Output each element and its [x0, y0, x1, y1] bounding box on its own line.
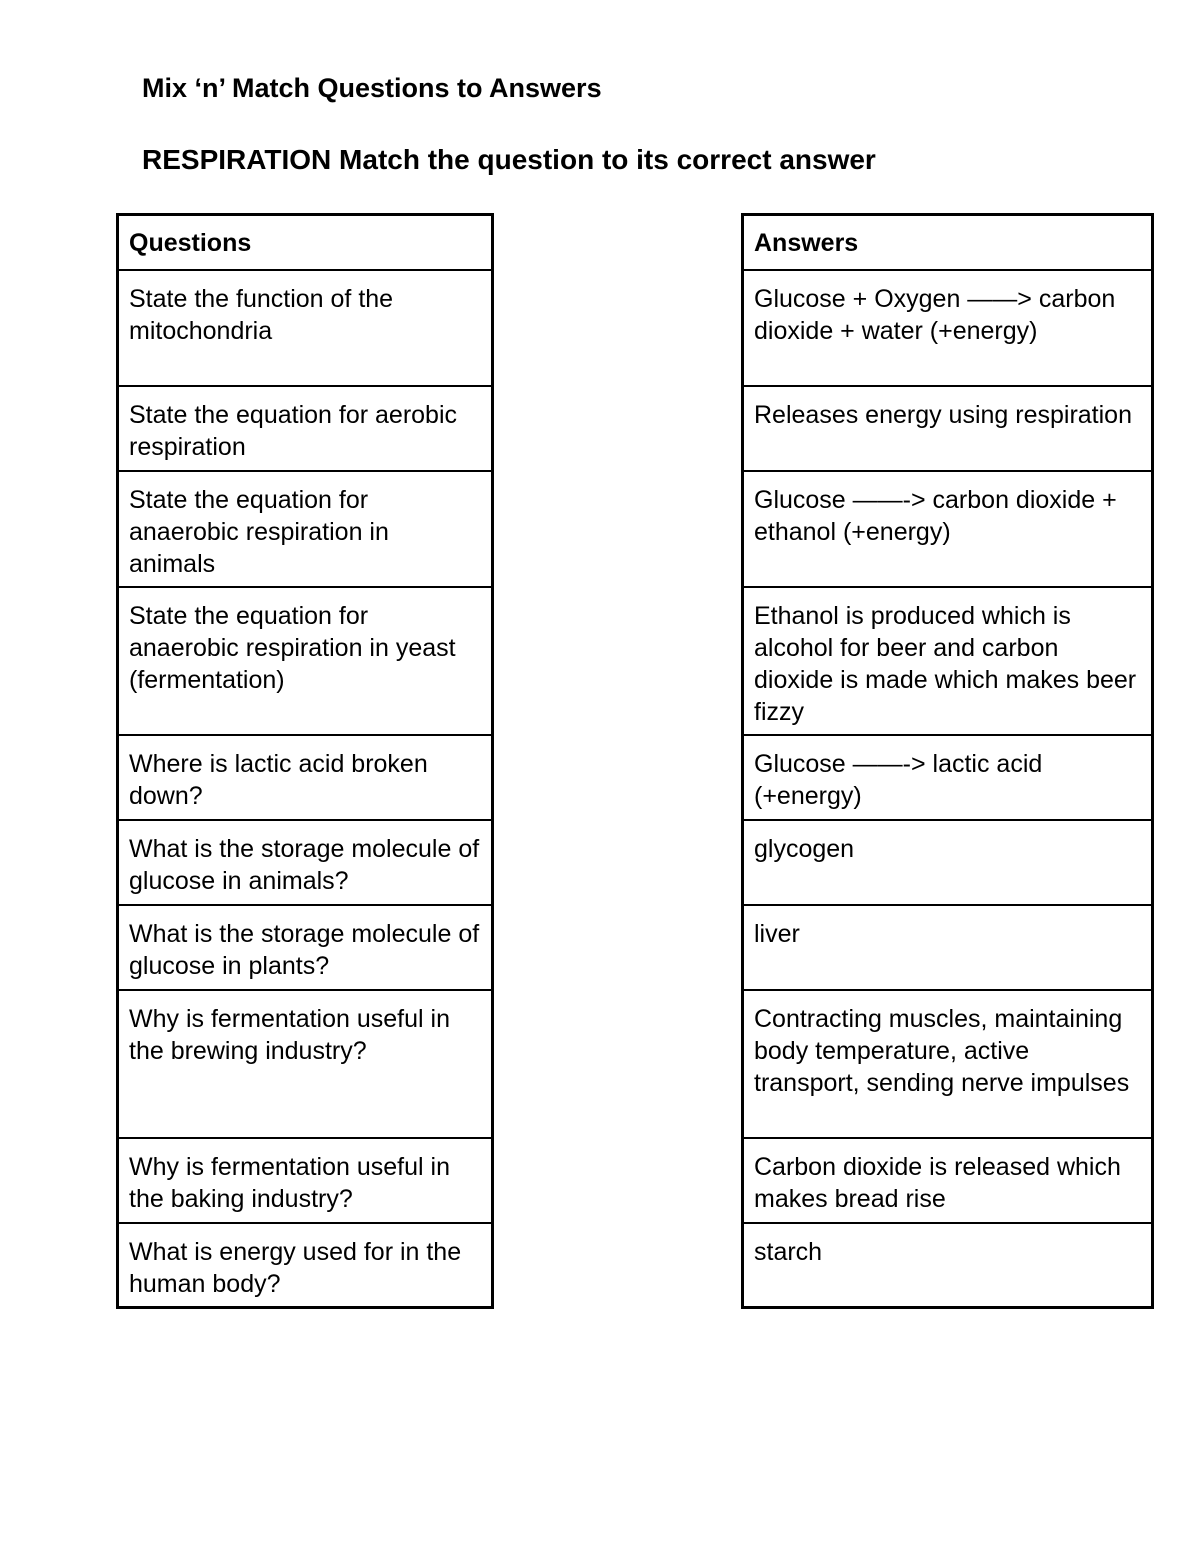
- answer-cell: Carbon dioxide is released which makes bread rise: [743, 1138, 1153, 1223]
- table-row: [743, 1138, 1153, 1223]
- table-row: [743, 905, 1153, 990]
- table-row: [118, 386, 493, 471]
- question-cell: State the equation for anaerobic respiration in yeast (fermentation): [118, 587, 493, 735]
- table-row: [118, 587, 493, 735]
- answer-cell: Ethanol is produced which is alcohol for beer and carbon dioxide is made which makes beer fizzy: [743, 587, 1153, 735]
- question-cell: State the equation for anaerobic respiration in animals: [118, 471, 493, 587]
- questions-table: [116, 213, 494, 1309]
- table-row: [118, 1138, 493, 1223]
- question-cell: What is the storage molecule of glucose in plants?: [118, 905, 493, 990]
- table-row: [743, 820, 1153, 905]
- answer-cell: liver: [743, 905, 1153, 990]
- question-cell: What is the storage molecule of glucose in animals?: [118, 820, 493, 905]
- table-row: [118, 820, 493, 905]
- table-row: [743, 386, 1153, 471]
- table-row: [743, 735, 1153, 820]
- answer-cell: Releases energy using respiration: [743, 386, 1153, 471]
- document-subtitle: RESPIRATION Match the question to its correct answer: [142, 144, 876, 175]
- answer-cell: Glucose ——-> lactic acid (+energy): [743, 735, 1153, 820]
- answers-header-row: [743, 215, 1153, 270]
- answer-cell: Glucose ——-> carbon dioxide + ethanol (+energy): [743, 471, 1153, 587]
- document-title: Mix ‘n’ Match Questions to Answers: [142, 73, 602, 103]
- question-cell: What is energy used for in the human body?: [118, 1223, 493, 1308]
- question-cell: Where is lactic acid broken down?: [118, 735, 493, 820]
- answer-cell: Glucose + Oxygen ——> carbon dioxide + water (+energy): [743, 270, 1153, 386]
- questions-header-row: [118, 215, 493, 270]
- answer-cell: starch: [743, 1223, 1153, 1308]
- answers-table: [741, 213, 1154, 1309]
- question-cell: Why is fermentation useful in the baking industry?: [118, 1138, 493, 1223]
- table-row: [743, 1223, 1153, 1308]
- table-row: [118, 735, 493, 820]
- table-row: [743, 587, 1153, 735]
- answers-header: Answers: [743, 215, 1153, 270]
- table-row: [118, 905, 493, 990]
- table-row: [118, 471, 493, 587]
- answer-cell: glycogen: [743, 820, 1153, 905]
- table-row: [743, 471, 1153, 587]
- question-cell: State the equation for aerobic respiration: [118, 386, 493, 471]
- table-row: [743, 990, 1153, 1138]
- questions-header: Questions: [118, 215, 493, 270]
- answer-cell: Contracting muscles, maintaining body temperature, active transport, sending nerve impulses: [743, 990, 1153, 1138]
- table-row: [118, 270, 493, 386]
- table-row: [743, 270, 1153, 386]
- question-cell: Why is fermentation useful in the brewing industry?: [118, 990, 493, 1138]
- table-row: [118, 990, 493, 1138]
- question-cell: State the function of the mitochondria: [118, 270, 493, 386]
- table-row: [118, 1223, 493, 1308]
